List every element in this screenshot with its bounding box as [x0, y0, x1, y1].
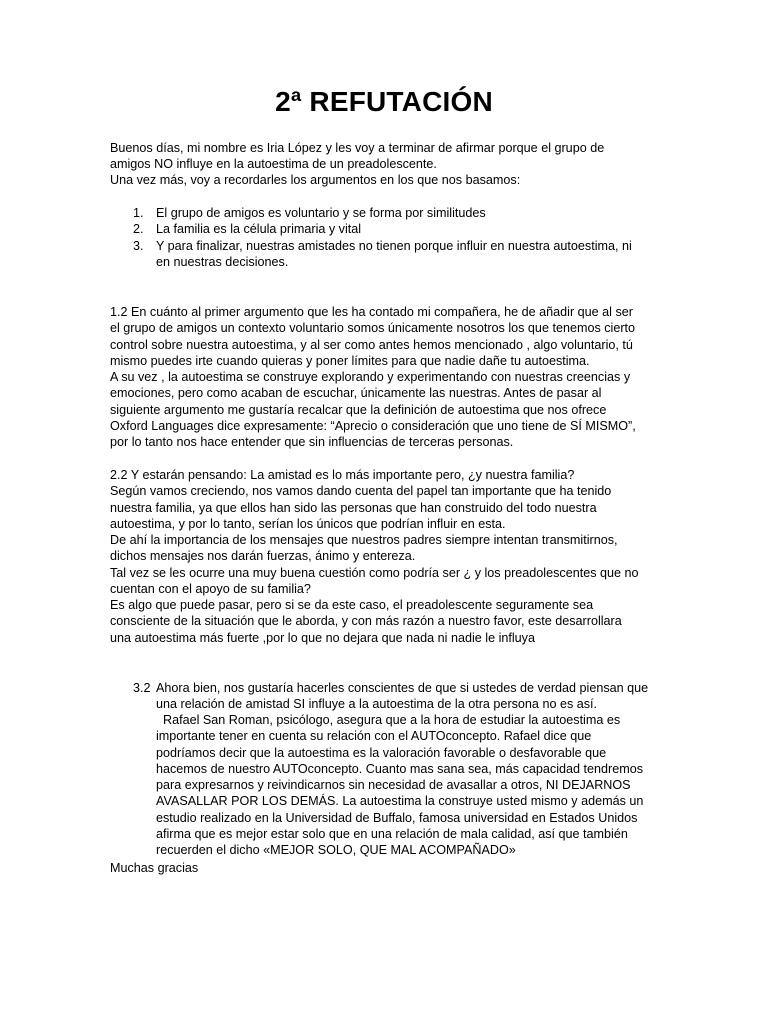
intro-line: Una vez más, voy a recordarles los argumentos en los que nos basamos: — [110, 173, 521, 187]
paragraph-line: recuerden el dicho «MEJOR SOLO, QUE MAL ACOMPAÑADO» — [156, 843, 516, 857]
paragraph-line: por lo tanto nos hace entender que sin influencias de terceras personas. — [110, 435, 514, 449]
paragraph-line: para expresarnos y reivindicarnos sin necesidad de avasallar a otros, NI DEJARNOS — [156, 778, 631, 792]
list-number: 2. — [133, 222, 144, 236]
paragraph-line: una relación de amistad SI influye a la autoestima de la otra persona no es así. — [156, 697, 598, 711]
list-number: 3. — [133, 239, 144, 253]
paragraph-line: estudio realizado en la Universidad de Buffalo, famosa universidad en Estados Unidos — [156, 811, 638, 825]
paragraph-line: control sobre nuestra autoestima, y al ser como antes hemos mencionado , algo voluntario, tú — [110, 338, 633, 352]
paragraph-line: 2.2 Y estarán pensando: La amistad es lo más importante pero, ¿y nuestra familia? — [110, 468, 575, 482]
paragraph-line: A su vez , la autoestima se construye explorando y experimentando con nuestras creencias y — [110, 370, 631, 384]
paragraph-line: dichos mensajes nos darán fuerzas, ánimo y entereza. — [110, 549, 416, 563]
paragraph-line: nuestra familia, ya que ellos han sido las personas que han construido del todo nuestra — [110, 501, 597, 515]
paragraph-line: AVASALLAR POR LOS DEMÁS. La autoestima la construye usted mismo y además un — [156, 794, 644, 808]
paragraph-line: autoestima, y por lo tanto, serían los únicos que podrían influir en esta. — [110, 517, 506, 531]
paragraph-line: Es algo que puede pasar, pero si se da este caso, el preadolescente seguramente sea — [110, 598, 594, 612]
list-item-continuation: en nuestras decisiones. — [156, 255, 289, 269]
paragraph-line: Tal vez se les ocurre una muy buena cuestión como podría ser ¿ y los preadolescentes que no — [110, 566, 639, 580]
intro-line: amigos NO influye en la autoestima de un preadolescente. — [110, 157, 437, 171]
paragraph-line: Rafael San Roman, psicólogo, asegura que a la hora de estudiar la autoestima es — [156, 713, 621, 727]
paragraph-line: Según vamos creciendo, nos vamos dando cuenta del papel tan importante que ha tenido — [110, 484, 612, 498]
paragraph-line: importante tener en cuenta su relación con el AUTOconcepto. Rafael dice que — [156, 729, 592, 743]
paragraph-line: el grupo de amigos un contexto voluntario somos únicamente nosotros los que tenemos cierto — [110, 321, 636, 335]
section-number: 3.2 — [133, 681, 151, 695]
paragraph-line: emociones, pero como acaban de escuchar, únicamente las nuestras. Antes de pasar al — [110, 386, 602, 400]
list-item: La familia es la célula primaria y vital — [156, 222, 362, 236]
paragraph-line: consciente de la situación que le aborda, y con más razón a nuestro favor, este desarrollara — [110, 614, 622, 628]
paragraph-line: De ahí la importancia de los mensajes que nuestros padres siempre intentan transmitirnos, — [110, 533, 618, 547]
paragraph-line: afirma que es mejor estar solo que en una relación de mala calidad, así que también — [156, 827, 628, 841]
page-title: 2ª REFUTACIÓN — [275, 86, 493, 117]
paragraph-line: cuentan con el apoyo de su familia? — [110, 582, 311, 596]
paragraph-line: una autoestima más fuerte ,por lo que no dejara que nada ni nadie le influya — [110, 631, 535, 645]
paragraph-line: Ahora bien, nos gustaría hacerles conscientes de que si ustedes de verdad piensan que — [156, 681, 649, 695]
list-number: 1. — [133, 206, 144, 220]
intro-line: Buenos días, mi nombre es Iria López y les voy a terminar de afirmar porque el grupo de — [110, 141, 605, 155]
paragraph-line: podríamos decir que la autoestima es la valoración favorable o desfavorable que — [156, 746, 607, 760]
paragraph-line: hacemos de nuestro AUTOconcepto. Cuanto mas sana sea, más capacidad tendremos — [156, 762, 643, 776]
paragraph-line: Oxford Languages dice expresamente: “Aprecio o consideración que uno tiene de SÍ MISMO”, — [110, 419, 636, 433]
paragraph-line: mismo puedes irte cuando quieras y poner límites para que nadie dañe tu autoestima. — [110, 354, 590, 368]
paragraph-line: 1.2 En cuánto al primer argumento que les ha contado mi compañera, he de añadir que al ser — [110, 305, 633, 319]
closing-line: Muchas gracias — [110, 861, 199, 875]
paragraph-line: siguiente argumento me gustaría recalcar que la definición de autoestima que nos ofrece — [110, 403, 607, 417]
list-item: Y para finalizar, nuestras amistades no tienen porque influir en nuestra autoestima, ni — [156, 239, 632, 253]
list-item: El grupo de amigos es voluntario y se forma por similitudes — [156, 206, 486, 220]
